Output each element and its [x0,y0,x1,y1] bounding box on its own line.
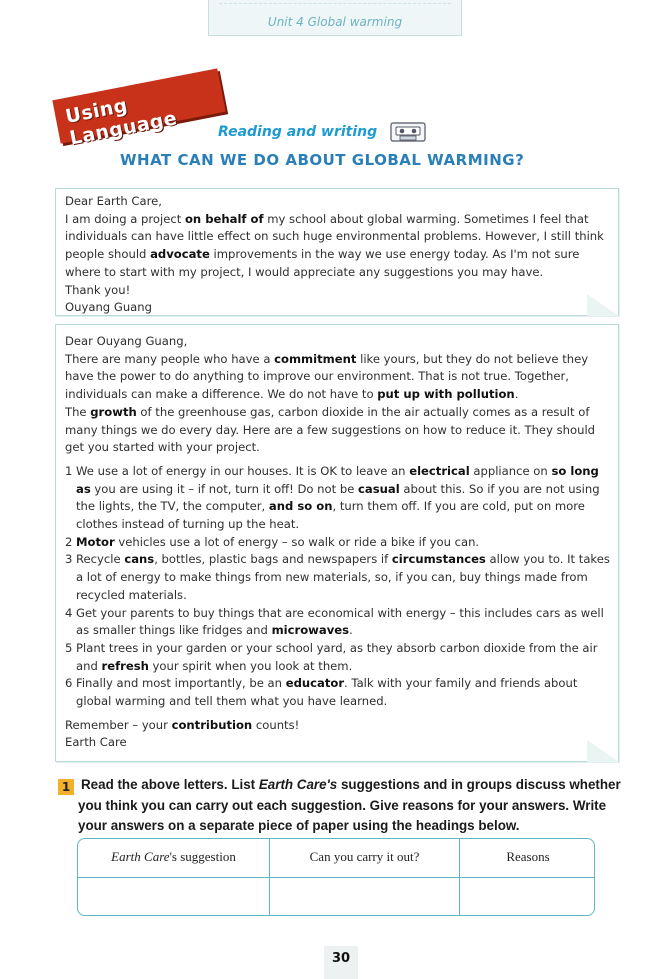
page-curl [587,740,619,762]
table-header-carry-out: Can you carry it out? [309,849,420,864]
letter1-text [65,193,612,317]
letter2-closing: Remember – your contribution counts! [65,717,300,732]
table-header-suggestion: Earth Care's suggestion [111,849,236,864]
exercise-number: 1 [58,779,74,795]
unit-header [208,0,462,36]
list-item: 2 Motor vehicles use a lot of energy – so walk or ride a bike if you can. [65,534,480,549]
page-curl [587,294,619,316]
letter2-text [65,333,612,752]
letter1-thanks: Thank you! [65,282,131,297]
letter1-signature: Ouyang Guang [65,300,152,315]
header-decoration [219,3,451,10]
letter2-paragraph-2: The growth of the greenhouse gas, carbon dioxide in the air actually comes as a result of many things we do every day. Here are a few suggestions on how to reduce it. They should get you started with your project. [65,404,596,455]
list-item: 1 We use a lot of energy in our houses. It is OK to leave an electrical appliance on so long as you are using it – if not, turn it off! Do not be casual about this. So if you are not using the lights, the TV, the computer, and so on, turn them off. If you are cold, put on more clothes instead of turning up the heat. [65,463,600,532]
letter-from-ouyang [55,188,619,316]
letter1-greeting: Dear Earth Care, [65,194,162,208]
letter1-body: I am doing a project on behalf of my school about global warming. Sometimes I feel that individuals can have little effect on such huge environmental problems. However, I still think people should advocate improvements in the way we use energy today. As I'm not sure where to start with my project, I would appreciate any suggestions you may have. [65,211,604,279]
unit-title: Unit 4 Global warming [267,15,403,29]
cassette-icon [390,121,428,143]
table-header-reasons: Reasons [506,849,550,864]
suggestion-list [65,463,612,711]
answer-table [77,838,595,916]
list-item: 4 Get your parents to buy things that are economical with energy – this includes cars as well as smaller things like fridges and microwaves. [65,605,604,638]
list-item: 5 Plant trees in your garden or your school yard, as they absorb carbon dioxide from the air and refresh your spirit when you look at them. [65,640,598,673]
page-title: WHAT CAN WE DO ABOUT GLOBAL WARMING? [120,151,525,169]
letter-from-earth-care [55,324,619,762]
letter2-signature: Earth Care [65,735,127,750]
page-number: 30 [324,946,358,979]
list-item: 3 Recycle cans, bottles, plastic bags and newspapers if circumstances allow you to. It takes a lot of energy to make things from new materials, so, if you can, buy things made from recycled materials. [65,552,610,602]
section-badge-label: Using Language [63,94,179,150]
list-item: 6 Finally and most importantly, be an educator. Talk with your family and friends about global warming and tell them what you have learned. [65,676,578,709]
letter2-paragraph-1: There are many people who have a commitment like yours, but they do not believe they have the power to do anything to improve our environment. That is not true. Together, individuals can make a difference. We do not have to put up with pollution. [65,351,589,402]
letter2-greeting: Dear Ouyang Guang, [65,334,188,348]
section-badge [52,68,225,150]
exercise-instructions: Read the above letters. List Earth Care's suggestions and in groups discuss whether you think you can carry out each suggestion. Give reasons for your answers. Write your answers on a separate piece of paper using the headings below. [78,777,621,833]
section-subtitle: Reading and writing [218,124,378,140]
